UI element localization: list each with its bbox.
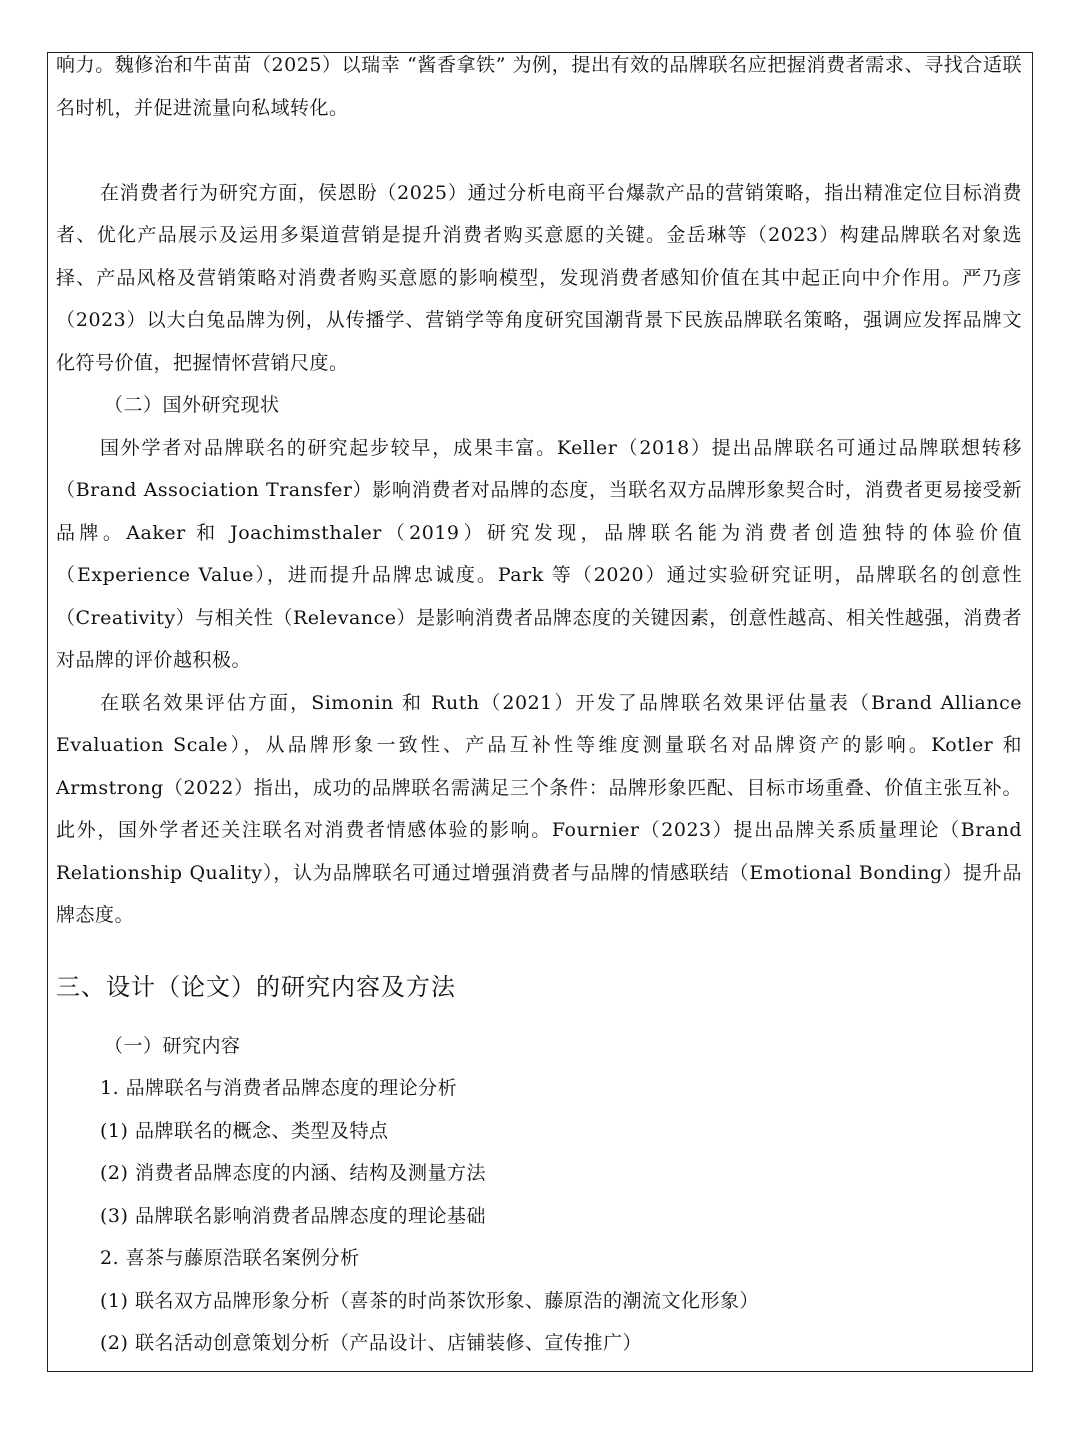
list-item: (1) 品牌联名的概念、类型及特点 [100, 1119, 389, 1142]
list-item: 1. 品牌联名与消费者品牌态度的理论分析 [100, 1077, 458, 1099]
list-item: (3) 品牌联名影响消费者品牌态度的理论基础 [100, 1204, 486, 1227]
list-item: 2. 喜茶与藤原浩联名案例分析 [100, 1247, 360, 1269]
paragraph-effect-evaluation: 在联名效果评估方面，Simonin 和 Ruth（2021）开发了品牌联名效果评估量表（Brand Alliance Evaluation Scale），从品牌形象一致性、产品互补性等维度测量联名对品牌资产的影响。Kotler 和 Armstrong（2022）指出，成功的品牌联名需满足三个条件：品牌形象匹配、目标市场重叠、价值主张互补。此外，国外学者还关注联名对消费者情感体验的影响。Fournier（2023）提出品牌关系质量理论（Brand Relationship Quality），认为品牌联名可通过增强消费者与品牌的情感联结（Emotional Bonding）提升品牌态度。 [56, 691, 1022, 926]
paragraph-consumer-behavior: 在消费者行为研究方面，侯恩盼（2025）通过分析电商平台爆款产品的营销策略，指出精准定位目标消费者、优化产品展示及运用多渠道营销是提升消费者购买意愿的关键。金岳琳等（2023）构建品牌联名对象选择、产品风格及营销策略对消费者购买意愿的影响模型，发现消费者感知价值在其中起正向中介作用。严乃彦（2023）以大白兔品牌为例，从传播学、营销学等角度研究国潮背景下民族品牌联名策略，强调应发挥品牌文化符号价值，把握情怀营销尺度。 [56, 181, 1022, 374]
subheading-foreign-research: （二）国外研究现状 [104, 394, 280, 416]
list-item: (2) 联名活动创意策划分析（产品设计、店铺装修、宣传推广） [100, 1332, 642, 1354]
paragraph-intro-continuation: 响力。魏修治和牛苗苗（2025）以瑞幸 “酱香拿铁” 为例，提出有效的品牌联名应把握消费者需求、寻找合适联名时机，并促进流量向私域转化。 [56, 54, 1022, 119]
section-title-research-content: 三、设计（论文）的研究内容及方法 [56, 972, 456, 1001]
document-body [56, 44, 1022, 1365]
paragraph-foreign-research: 国外学者对品牌联名的研究起步较早，成果丰富。Keller（2018）提出品牌联名可通过品牌联想转移（Brand Association Transfer）影响消费者对品牌的态度，当联名双方品牌形象契合时，消费者更易接受新品牌。Aaker 和 Joachimsthaler（2019）研究发现，品牌联名能为消费者创造独特的体验价值（Experience Value），进而提升品牌忠诚度。Park 等（2020）通过实验研究证明，品牌联名的创意性（Creativity）与相关性（Relevance）是影响消费者品牌态度的关键因素，创意性越高、相关性越强，消费者对品牌的评价越积极。 [56, 436, 1022, 671]
subheading-research-content: （一）研究内容 [104, 1034, 241, 1057]
list-item: (2) 消费者品牌态度的内涵、结构及测量方法 [100, 1162, 486, 1184]
list-item: (1) 联名双方品牌形象分析（喜茶的时尚茶饮形象、藤原浩的潮流文化形象） [100, 1289, 759, 1312]
blank-line [56, 129, 1022, 172]
